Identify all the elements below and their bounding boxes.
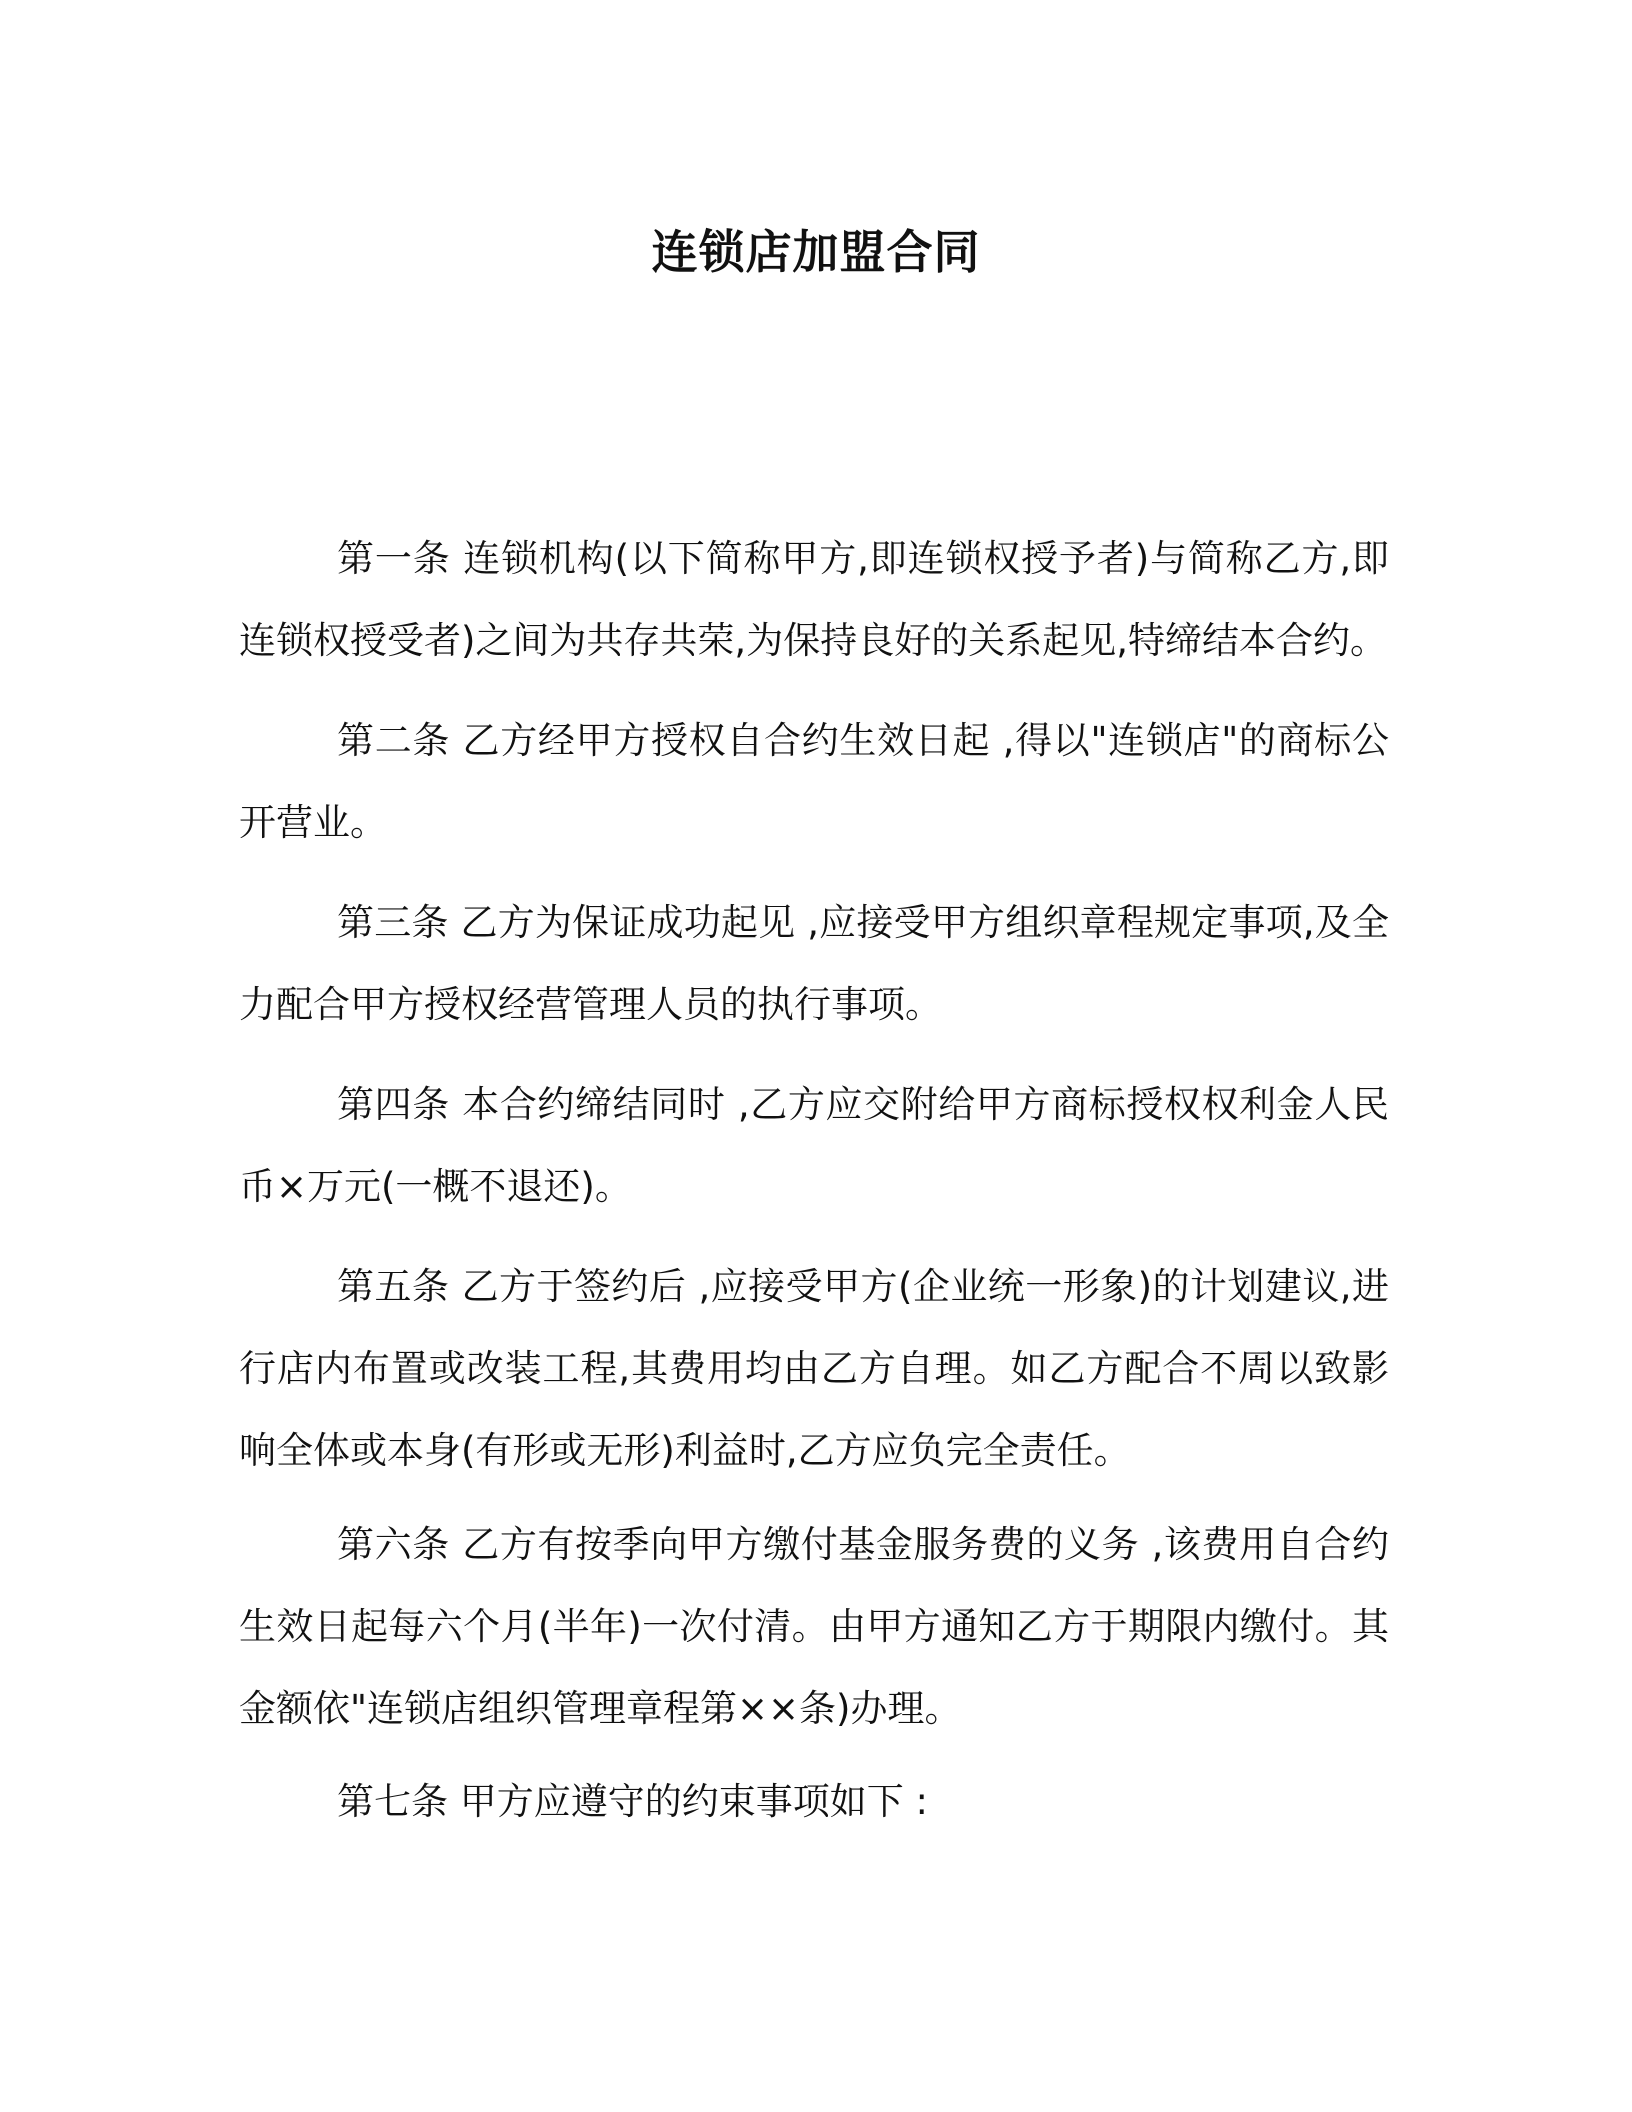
article-1: 第一条 连锁机构(以下简称甲方,即连锁权授予者)与简称乙方,即连锁权授受者)之间为共存共荣,为保持良好的关系起见,特缔结本合约。 — [239, 537, 1389, 662]
document-title: 连锁店加盟合同 — [651, 225, 981, 279]
article-6: 第六条 乙方有按季向甲方缴付基金服务费的义务 ,该费用自合约生效日起每六个月(半年)一次付清。由甲方通知乙方于期限内缴付。其金额依"连锁店组织管理章程第××条)办理。 — [239, 1523, 1389, 1730]
article-3: 第三条 乙方为保证成功起见 ,应接受甲方组织章程规定事项,及全力配合甲方授权经营管理人员的执行事项。 — [239, 901, 1389, 1026]
article-7: 第七条 甲方应遵守的约束事项如下 : — [337, 1780, 928, 1823]
article-2: 第二条 乙方经甲方授权自合约生效日起 ,得以"连锁店"的商标公开营业。 — [239, 719, 1389, 844]
article-4: 第四条 本合约缔结同时 ,乙方应交附给甲方商标授权权利金人民币×万元(一概不退还)。 — [239, 1083, 1389, 1208]
article-5: 第五条 乙方于签约后 ,应接受甲方(企业统一形象)的计划建议,进行店内布置或改装工程,其费用均由乙方自理。如乙方配合不周以致影响全体或本身(有形或无形)利益时,乙方应负完全责任。 — [239, 1265, 1389, 1472]
